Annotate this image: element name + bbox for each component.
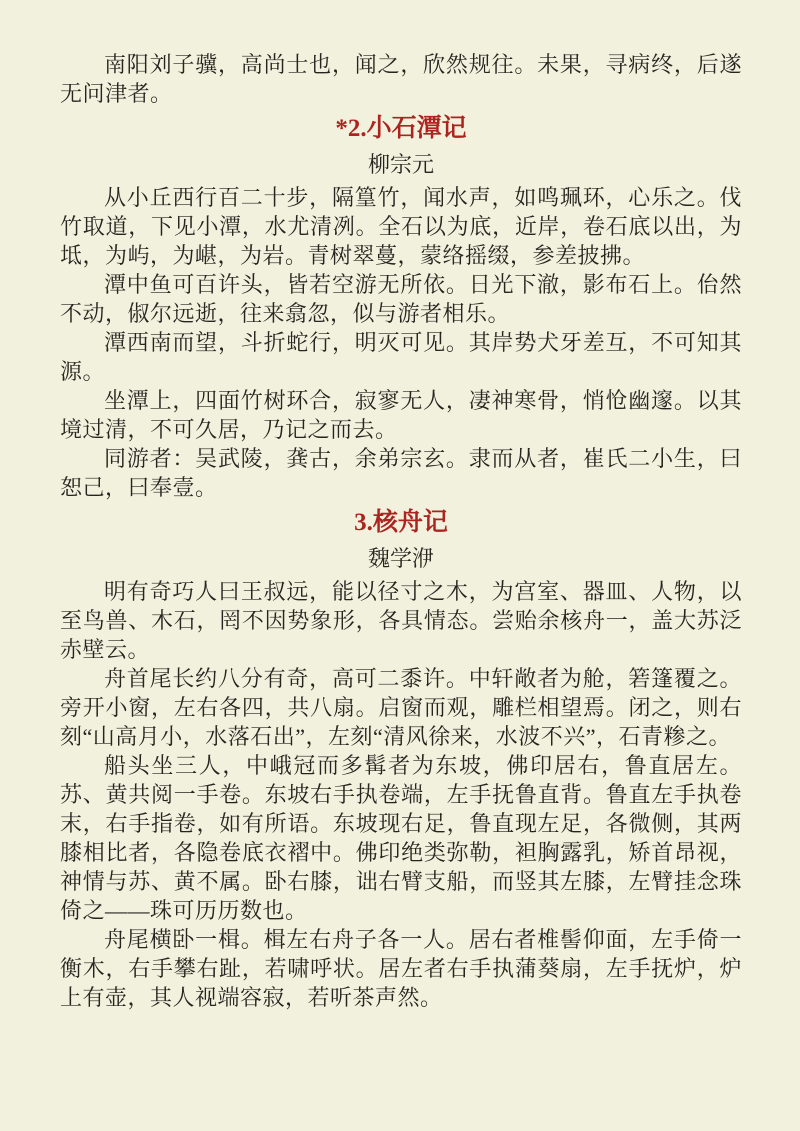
section-title-xiaoshitanji: *2.小石潭记 [335,115,467,142]
paragraph: 潭西南而望，斗折蛇行，明灭可见。其岸势犬牙差互，不可知其源。 [60,330,742,384]
paragraph: 坐潭上，四面竹树环合，寂寥无人，凄神寒骨，悄怆幽邃。以其境过清，不可久居，乃记之而去。 [60,388,742,442]
author-weixueyi: 魏学洢 [367,546,434,571]
paragraph: 潭中鱼可百许头，皆若空游无所依。日光下澈，影布石上。佁然不动，俶尔远逝，往来翕忽，似与游者相乐。 [60,272,742,326]
paragraph: 同游者：吴武陵，龚古，余弟宗玄。隶而从者，崔氏二小生，曰恕己，曰奉壹。 [60,446,742,500]
paragraph: 从小丘西行百二十步，隔篁竹，闻水声，如鸣珮环，心乐之。伐竹取道，下见小潭，水尤清冽。全石以为底，近岸，卷石底以出，为坻，为屿，为嵁，为岩。青树翠蔓，蒙络摇缀，参差披拂。 [60,185,742,268]
author-liuzongyuan: 柳宗元 [367,152,434,177]
section-title-hezhouji: 3.核舟记 [354,509,448,536]
paragraph: 舟尾横卧一楫。楫左右舟子各一人。居右者椎髻仰面，左手倚一衡木，右手攀右趾，若啸呼状。居左者右手执蒲葵扇，左手抚炉，炉上有壶，其人视端容寂，若听茶声然。 [60,927,742,1010]
paragraph: 船头坐三人，中峨冠而多髯者为东坡，佛印居右，鲁直居左。苏、黄共阅一手卷。东坡右手执卷端，左手抚鲁直背。鲁直左手执卷末，右手指卷，如有所语。东坡现右足，鲁直现左足，各微侧，其两膝相比者，各隐卷底衣褶中。佛印绝类弥勒，袒胸露乳，矫首昂视，神情与苏、黄不属。卧右膝，诎右臂支船，而竖其左膝，左臂挂念珠倚之——珠可历历数也。 [60,753,742,923]
paragraph: 舟首尾长约八分有奇，高可二黍许。中轩敞者为舱，箬篷覆之。旁开小窗，左右各四，共八扇。启窗而观，雕栏相望焉。闭之，则右刻“山高月小，水落石出”，左刻“清风徐来，水波不兴”，石青糁之。 [60,666,742,749]
paragraph: 明有奇巧人曰王叔远，能以径寸之木，为宫室、器皿、人物，以至鸟兽、木石，罔不因势象形，各具情态。尝贻余核舟一，盖大苏泛赤壁云。 [60,579,742,662]
intro-paragraph: 南阳刘子骥，高尚士也，闻之，欣然规往。未果，寻病终，后遂无问津者。 [60,52,742,106]
